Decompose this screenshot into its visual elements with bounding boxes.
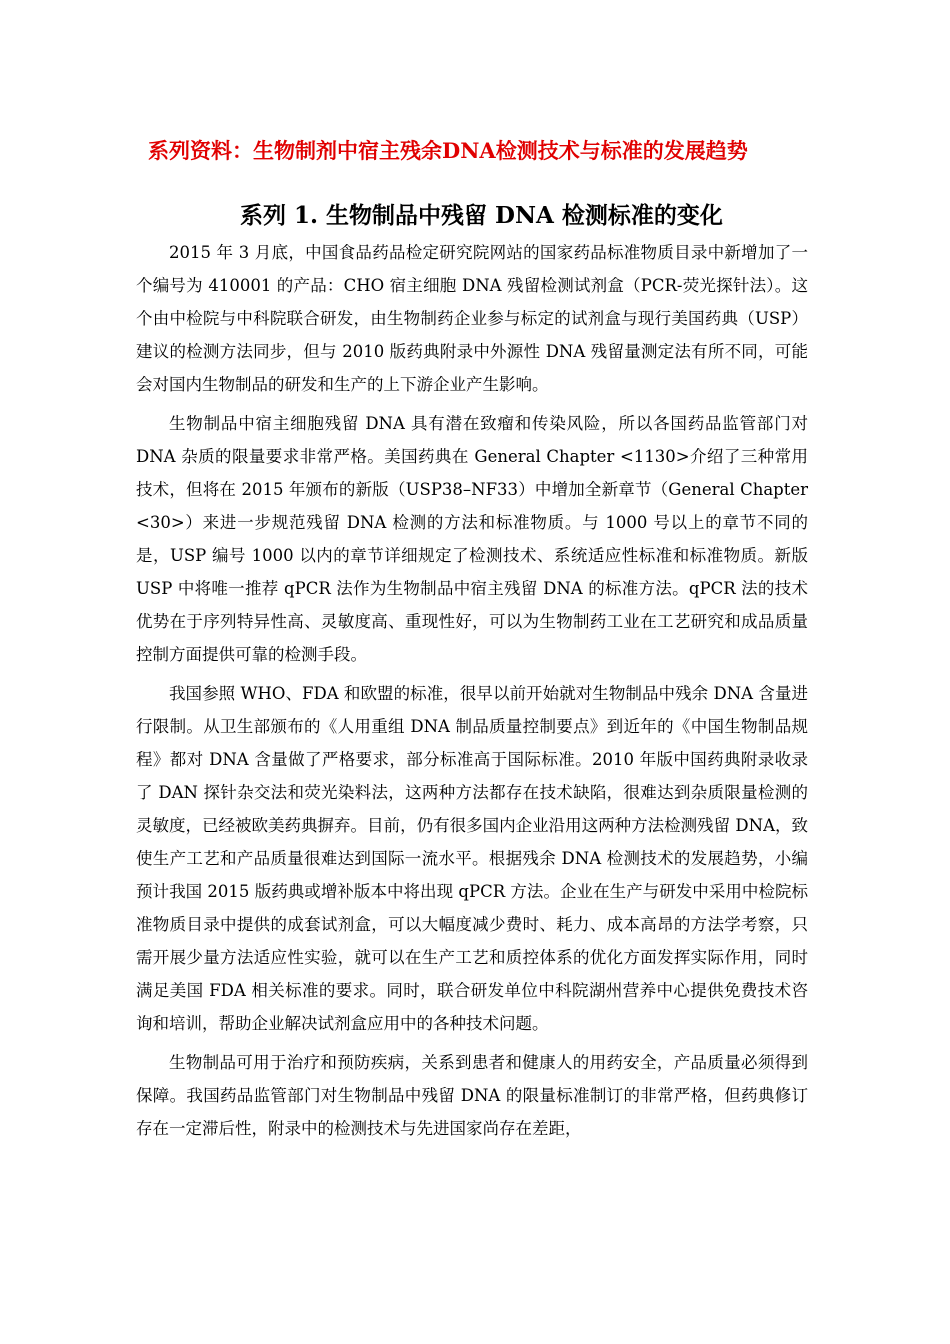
paragraph-2: 生物制品中宿主细胞残留 DNA 具有潜在致瘤和传染风险，所以各国药品监管部门对 DNA 杂质的限量要求非常严格。美国药典在 General Chapter <1130>介绍了三种常用技术，但将在 2015 年颁布的新版（USP38–NF33）中增加全新章节（General Chapter <30>）来进一步规范残留 DNA 检测的方法和标准物质。与 1000 号以上的章节不同的是，USP 编号 1000 以内的章节详细规定了检测技术、系统适应性标准和标准物质。新版 USP 中将唯一推荐 qPCR 法作为生物制品中宿主残留 DNA 的标准方法。qPCR 法的技术优势在于序列特异性高、灵敏度高、重现性好，可以为生物制药工业在工艺研究和成品质量控制方面提供可靠的检测手段。: [136, 414, 808, 664]
body-text: [136, 236, 808, 1151]
paragraph-4: 生物制品可用于治疗和预防疾病，关系到患者和健康人的用药安全，产品质量必须得到保障。我国药品监管部门对生物制品中残留 DNA 的限量标准制订的非常严格，但药典修订存在一定滞后性，附录中的检测技术与先进国家尚存在差距，: [136, 1053, 808, 1138]
paragraph-1: 2015 年 3 月底，中国食品药品检定研究院网站的国家药品标准物质目录中新增加了一个编号为 410001 的产品：CHO 宿主细胞 DNA 残留检测试剂盒（PCR-荧光探针法）。这个由中检院与中科院联合研发，由生物制药企业参与标定的试剂盒与现行美国药典（USP）建议的检测方法同步，但与 2010 版药典附录中外源性 DNA 残留量测定法有所不同，可能会对国内生物制品的研发和生产的上下游企业产生影响。: [136, 243, 808, 394]
document-heading: 系列 1. 生物制品中残留 DNA 检测标准的变化: [240, 202, 723, 229]
series-title: 系列资料：生物制剂中宿主残余DNA检测技术与标准的发展趋势: [148, 138, 748, 163]
paragraph-3: 我国参照 WHO、FDA 和欧盟的标准，很早以前开始就对生物制品中残余 DNA 含量进行限制。从卫生部颁布的《人用重组 DNA 制品质量控制要点》到近年的《中国生物制品规程》都对 DNA 含量做了严格要求，部分标准高于国际标准。2010 年版中国药典附录收录了 DAN 探针杂交法和荧光染料法，这两种方法都存在技术缺陷，很难达到杂质限量检测的灵敏度，已经被欧美药典摒弃。目前，仍有很多国内企业沿用这两种方法检测残留 DNA，致使生产工艺和产品质量很难达到国际一流水平。根据残余 DNA 检测技术的发展趋势，小编预计我国 2015 版药典或增补版本中将出现 qPCR 方法。企业在生产与研发中采用中检院标准物质目录中提供的成套试剂盒，可以大幅度减少费时、耗力、成本高昂的方法学考察，只需开展少量方法适应性实验，就可以在生产工艺和质控体系的优化方面发挥实际作用，同时满足美国 FDA 相关标准的要求。同时，联合研发单位中科院湖州营养中心提供免费技术咨询和培训，帮助企业解决试剂盒应用中的各种技术问题。: [136, 684, 808, 1033]
